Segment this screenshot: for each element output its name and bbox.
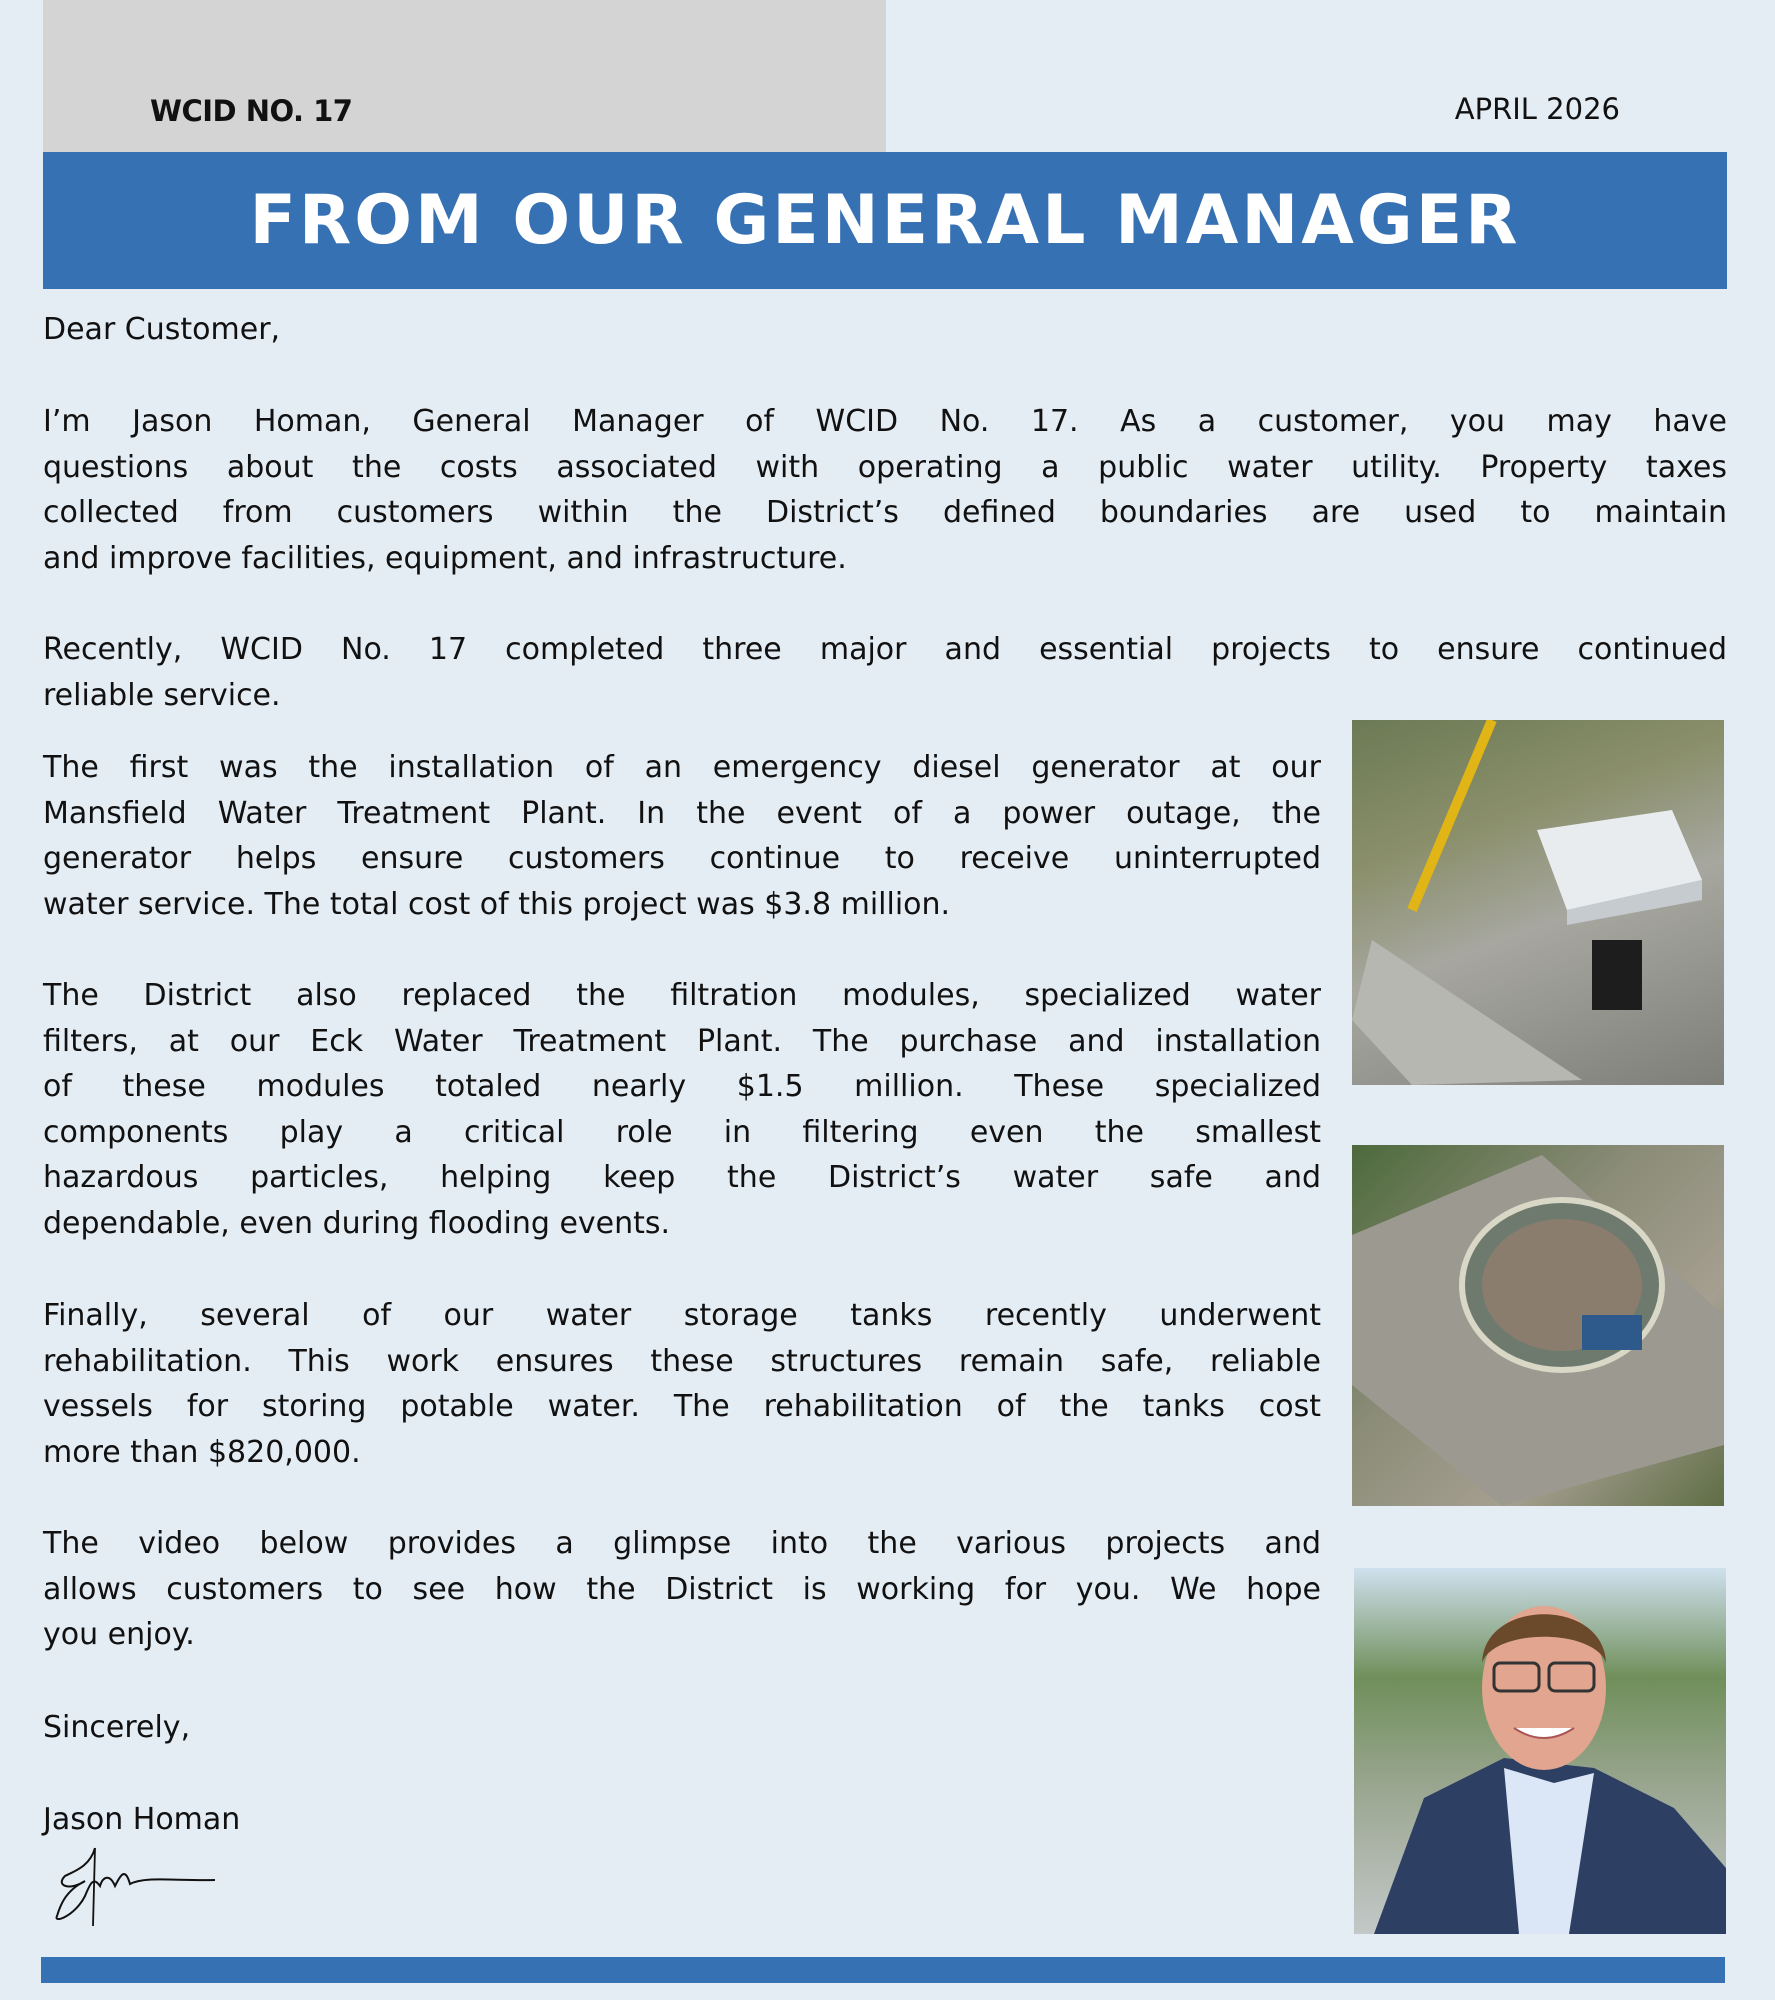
text-line: collected from customers within the District’s defined boundaries are used to maintain [43,495,1727,530]
tank-photo-art [1352,1145,1724,1506]
text-line: The video below provides a glimpse into the various projects and [43,1526,1321,1561]
issue-date: APRIL 2026 [1454,92,1620,126]
paragraph-generator [43,745,1321,927]
text-line: The first was the installation of an emergency diesel generator at our [43,750,1321,785]
paragraph-filtration [43,973,1321,1246]
organization-name: WCID NO. 17 [150,94,353,128]
text-line: and improve facilities, equipment, and infrastructure. [43,540,847,576]
portrait-art [1354,1568,1726,1934]
text-line: I’m Jason Homan, General Manager of WCID No. 17. As a customer, you may have [43,404,1727,439]
text-line: filters, at our Eck Water Treatment Plant. The purchase and installation [43,1023,1321,1059]
text-line: you enjoy. [43,1617,195,1652]
text-line: Finally, several of our water storage tanks recently underwent [43,1298,1321,1333]
storage-tank-photo [1352,1145,1724,1506]
text-line: allows customers to see how the District is working for you. We hope [43,1571,1321,1607]
paragraph-projects [43,627,1727,718]
text-line: components play a critical role in filtering even the smallest [43,1114,1321,1150]
generator-photo-art [1352,720,1724,1085]
text-line: reliable service. [43,677,281,713]
generator-installation-photo [1352,720,1724,1085]
paragraph-intro [43,399,1727,581]
greeting: Dear Customer, [43,312,281,347]
text-line: of these modules totaled nearly $1.5 million. These specialized [43,1069,1321,1104]
closing: Sincerely, [43,1710,191,1745]
text-line: generator helps ensure customers continue to receive uninterrupted [43,841,1321,876]
paragraph-tanks [43,1293,1321,1475]
text-line: rehabilitation. This work ensures these structures remain safe, reliable [43,1343,1321,1379]
footer-bar [41,1957,1725,1983]
text-line: Mansfield Water Treatment Plant. In the event of a power outage, the [43,795,1321,831]
header-gray-block [43,0,886,152]
title-banner [43,152,1727,289]
text-line: vessels for storing potable water. The rehabilitation of the tanks cost [43,1389,1321,1424]
paragraph-video [43,1521,1321,1658]
text-line: water service. The total cost of this project was $3.8 million. [43,886,951,922]
signer-name: Jason Homan [43,1802,241,1837]
text-line: dependable, even during flooding events. [43,1205,671,1241]
text-line: questions about the costs associated with operating a public water utility. Property taxes [43,449,1727,485]
text-line: hazardous particles, helping keep the District’s water safe and [43,1160,1321,1195]
page-title: FROM OUR GENERAL MANAGER [249,181,1521,260]
text-line: more than $820,000. [43,1434,361,1470]
text-line: Recently, WCID No. 17 completed three major and essential projects to ensure continued [43,632,1727,667]
general-manager-portrait [1354,1568,1726,1934]
signature-image [55,1846,225,1926]
text-line: The District also replaced the filtration modules, specialized water [43,978,1321,1013]
